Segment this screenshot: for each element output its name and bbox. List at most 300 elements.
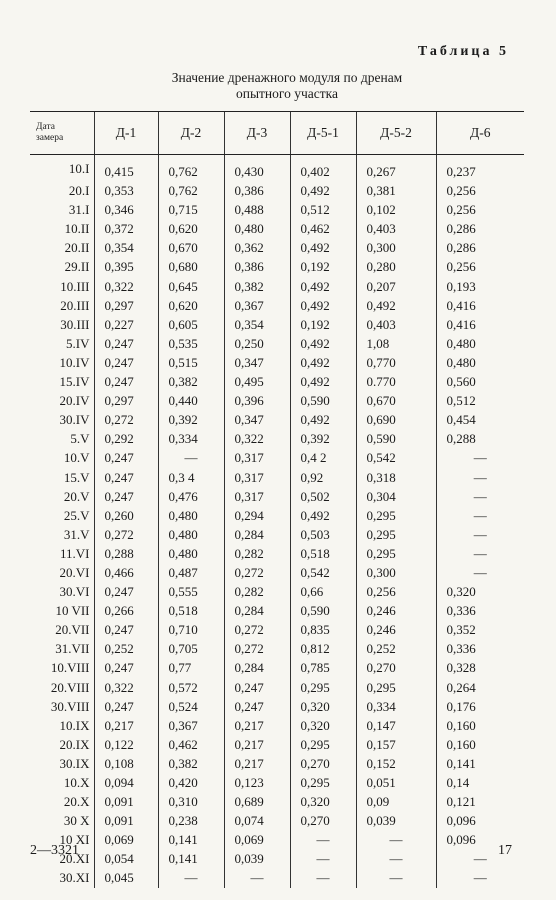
date-cell: 20.VI [59, 564, 90, 580]
value-cell: 0,247 [94, 468, 158, 487]
table-row [30, 257, 524, 276]
date-cell: 31.V [63, 526, 90, 542]
value-cell: 0,317 [224, 468, 290, 487]
value-cell: 0,141 [158, 849, 224, 868]
value-cell: 0,096 [436, 811, 524, 830]
value-cell: 0,492 [290, 181, 356, 200]
value-cell: 0,480 [436, 353, 524, 372]
value-cell: 0,645 [158, 277, 224, 296]
value-cell: 0,227 [94, 315, 158, 334]
column-header-d1: Д-1 [94, 112, 158, 155]
value-cell: 0,069 [224, 830, 290, 849]
value-cell: — [436, 487, 524, 506]
column-header-date [30, 112, 94, 155]
date-cell: 10.I [68, 160, 90, 176]
value-cell: 0,317 [224, 448, 290, 467]
date-cell: 20.IX [59, 736, 90, 752]
table-row [30, 506, 524, 525]
value-cell: 0,123 [224, 773, 290, 792]
value-cell: 0,670 [158, 238, 224, 257]
table-row [30, 372, 524, 391]
value-cell: 0,710 [158, 620, 224, 639]
date-cell: 10.V [63, 450, 90, 466]
value-cell: 0,250 [224, 334, 290, 353]
value-cell: 0,297 [94, 296, 158, 315]
value-cell: 0,217 [94, 716, 158, 735]
value-cell: 0,347 [224, 410, 290, 429]
value-cell: 0,282 [224, 582, 290, 601]
value-cell: 0,492 [290, 372, 356, 391]
value-cell: 0,270 [290, 754, 356, 773]
value-cell: 0,4 2 [290, 448, 356, 467]
table-title-line-2: опытного участка [235, 86, 338, 101]
value-cell: 0,295 [356, 678, 436, 697]
value-cell: 0,147 [356, 716, 436, 735]
value-cell: 0,535 [158, 334, 224, 353]
date-cell: 10 XI [59, 832, 90, 848]
date-cell: 25.V [63, 507, 90, 523]
date-cell: 30.VIII [50, 698, 90, 714]
value-cell: — [436, 868, 524, 887]
value-cell: 1,08 [356, 334, 436, 353]
value-cell: 0,620 [158, 296, 224, 315]
value-cell: 0,288 [436, 429, 524, 448]
value-cell: 0,328 [436, 658, 524, 677]
value-cell: — [436, 448, 524, 467]
value-cell: 0,492 [356, 296, 436, 315]
value-cell: 0,416 [436, 296, 524, 315]
table-row [30, 563, 524, 582]
value-cell: 0,288 [94, 544, 158, 563]
value-cell: 0,297 [94, 391, 158, 410]
value-cell: 0,334 [158, 429, 224, 448]
value-cell: 0,492 [290, 353, 356, 372]
value-cell: 0,256 [436, 257, 524, 276]
value-cell: 0,300 [356, 563, 436, 582]
value-cell: 0,267 [356, 155, 436, 182]
date-cell: 20.II [64, 240, 90, 256]
date-cell: 15.V [63, 469, 90, 485]
date-cell: 10.IV [59, 354, 90, 370]
table-row [30, 277, 524, 296]
date-cell: 29.II [64, 259, 90, 275]
table-row [30, 620, 524, 639]
value-cell: 0,560 [436, 372, 524, 391]
value-cell: 0,480 [158, 506, 224, 525]
value-cell: 0,272 [94, 410, 158, 429]
date-cell: 20.I [68, 183, 90, 199]
value-cell: 0,492 [290, 506, 356, 525]
value-cell: 0,762 [158, 155, 224, 182]
value-cell: 0,247 [224, 678, 290, 697]
value-cell: 0,237 [436, 155, 524, 182]
value-cell: 0,320 [436, 582, 524, 601]
table-row [30, 735, 524, 754]
date-cell: 20.III [60, 297, 90, 313]
value-cell: 0,367 [158, 716, 224, 735]
value-cell: 0,322 [94, 678, 158, 697]
value-cell: 0,492 [290, 296, 356, 315]
value-cell: 0,272 [224, 563, 290, 582]
value-cell: 0,362 [224, 238, 290, 257]
value-cell: 0,256 [436, 181, 524, 200]
date-cell: 5.V [70, 431, 90, 447]
value-cell: 0,247 [94, 487, 158, 506]
table-row [30, 830, 524, 849]
value-cell: 0,256 [356, 582, 436, 601]
value-cell: — [158, 448, 224, 467]
value-cell: 0,480 [158, 544, 224, 563]
value-cell: 0,051 [356, 773, 436, 792]
value-cell: 0,480 [436, 334, 524, 353]
value-cell: 0,121 [436, 792, 524, 811]
value-cell: 0,272 [94, 525, 158, 544]
value-cell: 0,92 [290, 468, 356, 487]
value-cell: 0,320 [290, 697, 356, 716]
value-cell: 0,141 [158, 830, 224, 849]
value-cell: 0,304 [356, 487, 436, 506]
value-cell: 0,045 [94, 868, 158, 887]
table-row [30, 792, 524, 811]
value-cell: 0,054 [94, 849, 158, 868]
value-cell: 0,572 [158, 678, 224, 697]
value-cell: 0,295 [356, 506, 436, 525]
value-cell: 0,502 [290, 487, 356, 506]
value-cell: 0,295 [356, 525, 436, 544]
value-cell: 0,715 [158, 200, 224, 219]
value-cell: 0,515 [158, 353, 224, 372]
value-cell: 0,207 [356, 277, 436, 296]
value-cell: — [436, 525, 524, 544]
value-cell: — [356, 849, 436, 868]
date-cell: 30.III [60, 316, 90, 332]
date-cell: 5.IV [66, 335, 90, 351]
column-header-date-text: Дата замера [36, 122, 64, 143]
value-cell: 0,122 [94, 735, 158, 754]
date-cell: 30.IX [59, 755, 90, 771]
value-cell: 0,247 [94, 448, 158, 467]
table-row [30, 601, 524, 620]
value-cell: 0,295 [290, 773, 356, 792]
value-cell: 0,382 [224, 277, 290, 296]
date-cell: 10.III [60, 278, 90, 294]
value-cell: 0,295 [290, 678, 356, 697]
page-number: 17 [498, 843, 512, 858]
value-cell: 0,690 [356, 410, 436, 429]
value-cell: 0,322 [94, 277, 158, 296]
table-header-row [30, 112, 524, 155]
table-row [30, 200, 524, 219]
value-cell: 0,193 [436, 277, 524, 296]
value-cell: 0,785 [290, 658, 356, 677]
value-cell: 0,252 [94, 639, 158, 658]
table-number: Таблица 5 [417, 44, 509, 59]
value-cell: 0,352 [436, 620, 524, 639]
drainage-module-table [30, 111, 524, 888]
value-cell: 0,334 [356, 697, 436, 716]
value-cell: — [290, 868, 356, 887]
value-cell: 0,381 [356, 181, 436, 200]
value-cell: 0,247 [94, 582, 158, 601]
value-cell: 0,282 [224, 544, 290, 563]
value-cell: 0,492 [290, 238, 356, 257]
value-cell: 0,762 [158, 181, 224, 200]
value-cell: 0,392 [290, 429, 356, 448]
value-cell: 0,294 [224, 506, 290, 525]
value-cell: 0,039 [356, 811, 436, 830]
date-cell: 30.IV [59, 412, 90, 428]
value-cell: 0,310 [158, 792, 224, 811]
value-cell: 0,454 [436, 410, 524, 429]
table-row [30, 639, 524, 658]
value-cell: 0,590 [290, 601, 356, 620]
value-cell: — [224, 868, 290, 887]
table-row [30, 544, 524, 563]
value-cell: 0,770 [356, 353, 436, 372]
value-cell: 0,247 [94, 372, 158, 391]
value-cell: — [158, 868, 224, 887]
date-cell: 20.IV [59, 393, 90, 409]
value-cell: 0,14 [436, 773, 524, 792]
value-cell: 0,176 [436, 697, 524, 716]
value-cell: 0,367 [224, 296, 290, 315]
value-cell: 0,091 [94, 792, 158, 811]
value-cell: 0,217 [224, 735, 290, 754]
value-cell: 0,217 [224, 754, 290, 773]
value-cell: 0,094 [94, 773, 158, 792]
value-cell: 0,295 [356, 544, 436, 563]
table-row [30, 754, 524, 773]
value-cell: 0,280 [356, 257, 436, 276]
value-cell: 0,835 [290, 620, 356, 639]
value-cell: 0,555 [158, 582, 224, 601]
table-row [30, 155, 524, 182]
value-cell: 0,420 [158, 773, 224, 792]
value-cell: 0,396 [224, 391, 290, 410]
value-cell: 0,317 [224, 487, 290, 506]
value-cell: 0,372 [94, 219, 158, 238]
value-cell: 0,689 [224, 792, 290, 811]
column-header-d6: Д-6 [436, 112, 524, 155]
value-cell: 0,66 [290, 582, 356, 601]
date-cell: 10.VIII [50, 660, 90, 676]
value-cell: 0,141 [436, 754, 524, 773]
table-row [30, 811, 524, 830]
value-cell: 0,354 [224, 315, 290, 334]
value-cell: 0,680 [158, 257, 224, 276]
table-row [30, 181, 524, 200]
table-row [30, 773, 524, 792]
table-row [30, 525, 524, 544]
value-cell: 0,336 [436, 601, 524, 620]
value-cell: 0,466 [94, 563, 158, 582]
value-cell: 0,353 [94, 181, 158, 200]
date-cell: 20.VII [55, 622, 90, 638]
table-row [30, 429, 524, 448]
value-cell: 0,252 [356, 639, 436, 658]
value-cell: 0,160 [436, 735, 524, 754]
value-cell: 0,382 [158, 754, 224, 773]
value-cell: 0,395 [94, 257, 158, 276]
value-cell: 0,270 [290, 811, 356, 830]
table-row [30, 315, 524, 334]
date-cell: 30 X [63, 813, 90, 829]
value-cell: 0,069 [94, 830, 158, 849]
date-cell: 10.IX [59, 717, 90, 733]
value-cell: 0,492 [290, 277, 356, 296]
value-cell: 0,542 [290, 563, 356, 582]
column-header-d5-1: Д-5-1 [290, 112, 356, 155]
table-row [30, 716, 524, 735]
value-cell: 0,192 [290, 257, 356, 276]
value-cell: 0,247 [94, 334, 158, 353]
value-cell: 0,292 [94, 429, 158, 448]
value-cell: 0,096 [436, 830, 524, 849]
value-cell: 0,512 [436, 391, 524, 410]
value-cell: — [436, 506, 524, 525]
value-cell: 0,286 [436, 238, 524, 257]
value-cell: 0,487 [158, 563, 224, 582]
value-cell: 0,462 [290, 219, 356, 238]
value-cell: 0,300 [356, 238, 436, 257]
value-cell: 0,09 [356, 792, 436, 811]
column-header-d2: Д-2 [158, 112, 224, 155]
value-cell: — [436, 468, 524, 487]
date-cell: 10.X [63, 775, 90, 790]
value-cell: 0,152 [356, 754, 436, 773]
table-row [30, 410, 524, 429]
value-cell: 0,347 [224, 353, 290, 372]
value-cell: 0,430 [224, 155, 290, 182]
table-row [30, 219, 524, 238]
value-cell: — [436, 849, 524, 868]
value-cell: 0,320 [290, 792, 356, 811]
value-cell: 0,238 [158, 811, 224, 830]
column-header-d5-2: Д-5-2 [356, 112, 436, 155]
value-cell: 0,320 [290, 716, 356, 735]
value-cell: — [290, 830, 356, 849]
date-cell: 20.V [63, 488, 90, 504]
value-cell: 0,3 4 [158, 468, 224, 487]
value-cell: 0,272 [224, 620, 290, 639]
value-cell: 0,812 [290, 639, 356, 658]
value-cell: 0,440 [158, 391, 224, 410]
date-cell: 10.II [64, 221, 90, 237]
value-cell: 0,415 [94, 155, 158, 182]
value-cell: 0,264 [436, 678, 524, 697]
date-cell: 20.X [63, 794, 90, 810]
table-title [0, 70, 556, 102]
table-row [30, 448, 524, 467]
value-cell: 0,284 [224, 658, 290, 677]
value-cell: 0,462 [158, 735, 224, 754]
value-cell: 0,620 [158, 219, 224, 238]
value-cell: 0,318 [356, 468, 436, 487]
value-cell: — [290, 849, 356, 868]
value-cell: 0,346 [94, 200, 158, 219]
value-cell: 0,266 [94, 601, 158, 620]
table-row [30, 487, 524, 506]
value-cell: 0,392 [158, 410, 224, 429]
date-cell: 31.VII [55, 641, 90, 657]
value-cell: 0,512 [290, 200, 356, 219]
date-cell: 30.XI [59, 870, 90, 886]
value-cell: 0,256 [436, 200, 524, 219]
value-cell: 0,336 [436, 639, 524, 658]
value-cell: 0,386 [224, 181, 290, 200]
value-cell: 0,524 [158, 697, 224, 716]
value-cell: — [356, 830, 436, 849]
value-cell: 0,492 [290, 334, 356, 353]
value-cell: 0,295 [290, 735, 356, 754]
value-cell: 0,542 [356, 448, 436, 467]
value-cell: 0,217 [224, 716, 290, 735]
date-cell: 10 VII [55, 603, 90, 619]
value-cell: 0,192 [290, 315, 356, 334]
table-row [30, 238, 524, 257]
value-cell: — [356, 868, 436, 887]
value-cell: 0,108 [94, 754, 158, 773]
date-cell: 20.XI [59, 851, 90, 867]
table-row [30, 868, 524, 887]
table-row [30, 296, 524, 315]
value-cell: 0,590 [356, 429, 436, 448]
table-row [30, 678, 524, 697]
value-cell: 0,160 [436, 716, 524, 735]
value-cell: 0,354 [94, 238, 158, 257]
value-cell: 0,476 [158, 487, 224, 506]
value-cell: 0,495 [224, 372, 290, 391]
table-body [30, 155, 524, 888]
value-cell: 0,518 [158, 601, 224, 620]
value-cell: 0,039 [224, 849, 290, 868]
value-cell: 0,382 [158, 372, 224, 391]
table-title-line-1: Значение дренажного модуля по дренам [171, 70, 403, 85]
value-cell: — [436, 544, 524, 563]
value-cell: 0,247 [94, 353, 158, 372]
value-cell: 0,102 [356, 200, 436, 219]
value-cell: 0,247 [224, 697, 290, 716]
value-cell: 0,492 [290, 410, 356, 429]
value-cell: 0,503 [290, 525, 356, 544]
table-row [30, 849, 524, 868]
table-row [30, 353, 524, 372]
date-cell: 31.I [68, 202, 90, 218]
value-cell: 0,247 [94, 620, 158, 639]
value-cell: 0,091 [94, 811, 158, 830]
value-cell: 0,480 [224, 219, 290, 238]
value-cell: 0,670 [356, 391, 436, 410]
value-cell: 0,247 [94, 697, 158, 716]
value-cell: 0,403 [356, 219, 436, 238]
date-cell: 15.IV [59, 374, 90, 390]
value-cell: 0,246 [356, 620, 436, 639]
value-cell: 0,705 [158, 639, 224, 658]
value-cell: 0,402 [290, 155, 356, 182]
value-cell: 0,260 [94, 506, 158, 525]
footer-signature: 2—3321 [30, 843, 79, 858]
value-cell: 0,272 [224, 639, 290, 658]
value-cell: 0,246 [356, 601, 436, 620]
value-cell: 0,270 [356, 658, 436, 677]
value-cell: 0,518 [290, 544, 356, 563]
value-cell: 0,480 [158, 525, 224, 544]
value-cell: 0,157 [356, 735, 436, 754]
value-cell: — [436, 563, 524, 582]
value-cell: 0,77 [158, 658, 224, 677]
value-cell: 0,284 [224, 601, 290, 620]
date-cell: 11.VI [60, 545, 90, 561]
